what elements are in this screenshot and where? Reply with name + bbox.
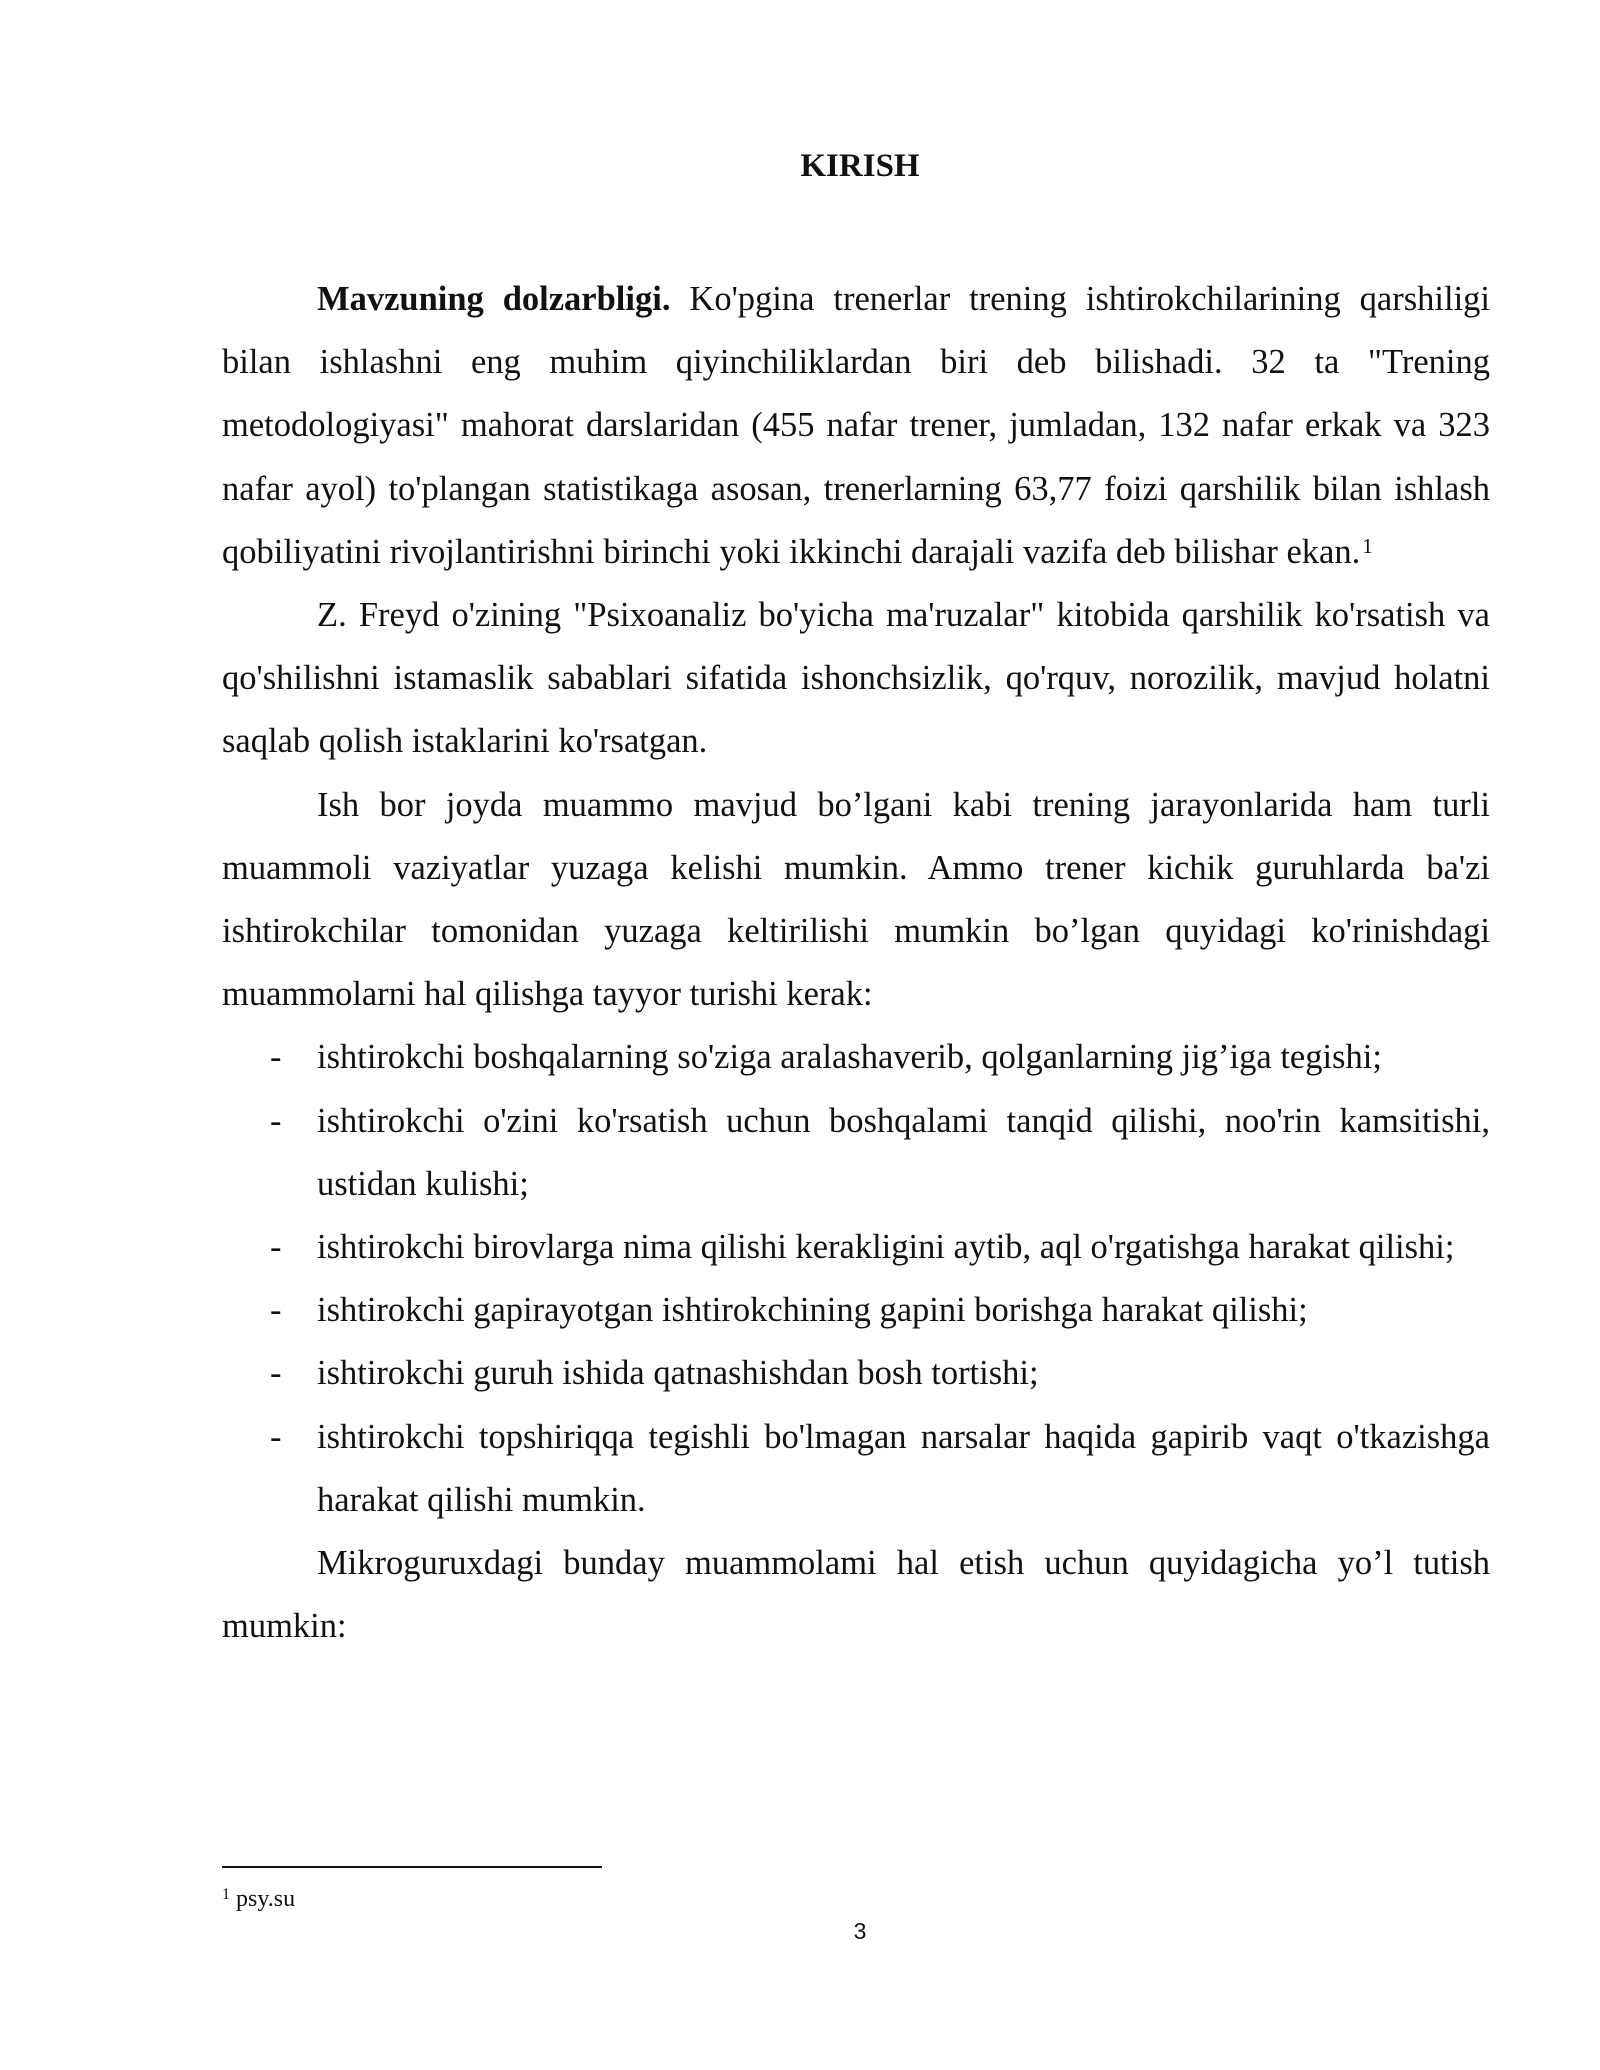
- problem-list: [222, 1026, 1490, 1532]
- list-item-text: ishtirokchi o'zini ko'rsatish uchun boshqalami tanqid qilishi, noo'rin kamsitishi, ustidan kulishi;: [317, 1101, 1490, 1203]
- footnote: [222, 1884, 295, 1914]
- footnote-reference[interactable]: 1: [1362, 533, 1373, 558]
- page-number: 3: [853, 1918, 867, 1944]
- footnote-separator: [222, 1866, 602, 1868]
- footnote-number: 1: [222, 1886, 230, 1903]
- footnote-text: psy.su: [236, 1886, 296, 1912]
- paragraph-relevance: [222, 268, 1490, 584]
- body-text: [222, 268, 1490, 1658]
- list-item-text: ishtirokchi topshiriqqa tegishli bo'lmagan narsalar haqida gapirib vaqt o'tkazishga harakat qilishi mumkin.: [317, 1417, 1490, 1519]
- list-item-text: ishtirokchi boshqalarning so'ziga aralashaverib, qolganlarning jig’iga tegishi;: [317, 1038, 1382, 1077]
- list-item: [222, 1090, 1490, 1216]
- list-item: [222, 1279, 1490, 1342]
- list-dash: -: [270, 1228, 282, 1267]
- list-dash: -: [270, 1038, 282, 1077]
- paragraph-solution: Mikroguruxdagi bunday muammolami hal etish uchun quyidagicha yo’l tutish mumkin:: [222, 1544, 1490, 1646]
- section-heading: KIRISH: [800, 148, 920, 184]
- list-item: [222, 1026, 1490, 1089]
- list-item: [222, 1342, 1490, 1405]
- list-dash: -: [270, 1101, 282, 1140]
- list-item-text: ishtirokchi guruh ishida qatnashishdan bosh tortishi;: [317, 1354, 1039, 1393]
- list-dash: -: [270, 1291, 282, 1330]
- list-dash: -: [270, 1417, 282, 1456]
- list-item: [222, 1406, 1490, 1532]
- relevance-lead: Mavzuning dolzarbligi.: [317, 280, 671, 318]
- list-item-text: ishtirokchi birovlarga nima qilishi kerakligini aytib, aql o'rgatishga harakat qilishi;: [317, 1228, 1455, 1267]
- paragraph-problems: Ish bor joyda muammo mavjud bo’lgani kabi trening jarayonlarida ham turli muammoli vaziyatlar yuzaga kelishi mumkin. Ammo trener kichik guruhlarda ba'zi ishtirokchilar tomonidan yuzaga keltirilishi mumkin bo’lgan quyidagi ko'rinishdagi muammolarni hal qilishga tayyor turishi kerak:: [222, 785, 1490, 1014]
- list-item-text: ishtirokchi gapirayotgan ishtirokchining gapini borishga harakat qilishi;: [317, 1291, 1308, 1330]
- list-item: [222, 1216, 1490, 1279]
- list-dash: -: [270, 1354, 282, 1393]
- paragraph-freud: Z. Freyd o'zining "Psixoanaliz bo'yicha ma'ruzalar" kitobida qarshilik ko'rsatish va qo'shilishni istamaslik sabablari sifatida ishonchsizlik, qo'rquv, norozilik, mavjud holatni saqlab qolish istaklarini ko'rsatgan.: [222, 596, 1490, 761]
- relevance-text: Ko'pgina trenerlar trening ishtirokchilarining qarshiligi bilan ishlashni eng muhim qiyinchiliklardan biri deb bilishadi. 32 ta "Trening metodologiyasi" mahorat darslaridan (455 nafar trener, jumladan, 132 nafar erkak va 323 nafar ayol) to'plangan statistikaga asosan, trenerlarning 63,77 foizi qarshilik bilan ishlash qobiliyatini rivojlantirishni birinchi yoki ikkinchi darajali vazifa deb bilishar ekan.: [222, 280, 1490, 571]
